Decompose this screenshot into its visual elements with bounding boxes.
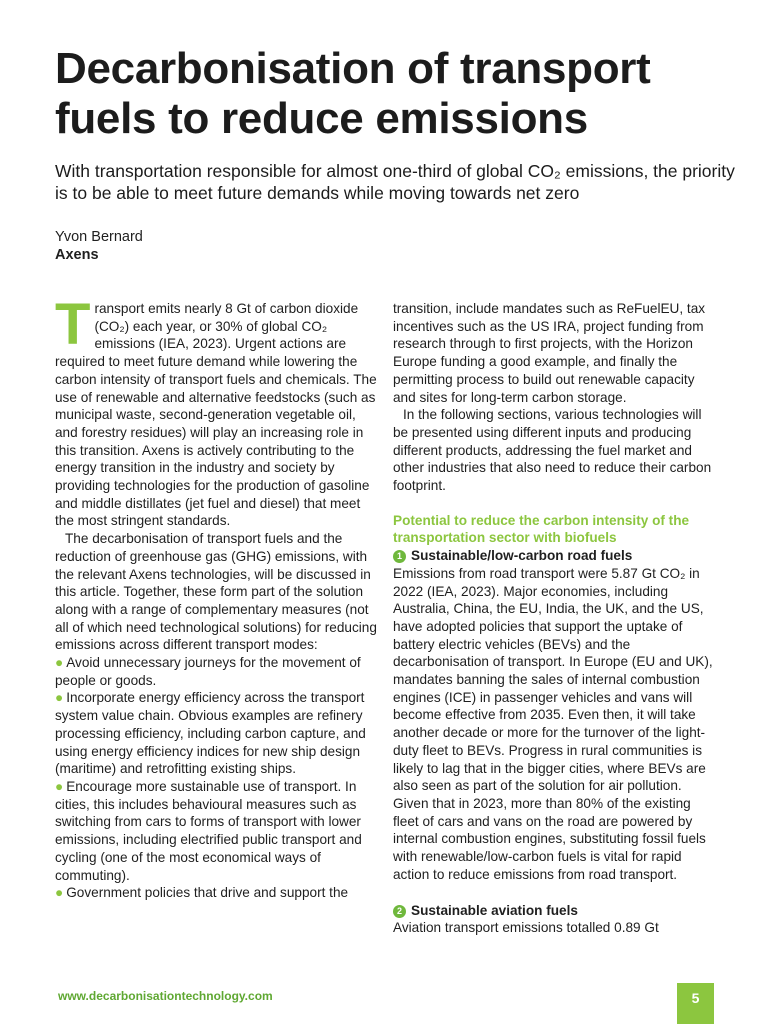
paragraph-2: The decarbonisation of transport fuels and the reduction of greenhouse gas (GHG) emissions, with the relevant Axens technologies, will be discussed in this article. Together, these form part of the solution along with a range of complementary measures (not all of which need technological solutions) for reducing emissions across different transport modes: [55, 531, 377, 653]
author-organization: Axens [55, 247, 99, 263]
subsection-heading-road-fuels: 1 Sustainable/low-carbon road fuels [393, 547, 715, 565]
bullet-icon: ● [55, 655, 64, 671]
intro-text: ransport emits nearly 8 Gt of carbon dioxide (CO₂) each year, or 30% of global CO₂ emissions (IEA, 2023). Urgent actions are required to meet future demand while lowering the carbon intensity of transport fuels and chemicals. The use of renewable and alternative feedstocks (such as municipal waste, second-generation vegetable oil, and forestry residues) will play an increasing role in this transition. Axens is actively contributing to the energy transition in the industry and society by providing technologies for the production of gasoline and middle distillates (jet fuel and diesel) that meet the most stringent standards. [55, 301, 377, 529]
right-column [393, 300, 715, 937]
number-1-icon: 1 [393, 550, 406, 563]
aviation-text: Aviation transport emissions totalled 0.89 Gt [393, 920, 659, 936]
article-subtitle: With transportation responsible for almost one-third of global CO₂ emissions, the priority is to be able to meet future demands while moving towards net zero [55, 161, 735, 203]
bullet-item: ● Incorporate energy efficiency across the transport system value chain. Obvious examples are refinery processing efficiency, including carbon capture, and using energy efficiency indices for new ship design (maritime) and retrofitting existing ships. [55, 690, 366, 777]
section-heading: Potential to reduce the carbon intensity of the transportation sector with biofuels [393, 512, 690, 546]
intro-paragraph [55, 292, 377, 530]
bullet-icon: ● [55, 690, 64, 706]
bullet-icon: ● [55, 778, 64, 794]
spacer [393, 884, 715, 902]
road-fuels-text: Emissions from road transport were 5.87 Gt CO₂ in 2022 (IEA, 2023). Major economies, including Australia, China, the EU, India, the UK, and the US, have adopted policies that support the uptake of battery electric vehicles (BEVs) and the decarbonisation of transport. In Europe (EU and UK), mandates banning the sales of internal combustion engines (ICE) in passenger vehicles and vans will become effective from 2035. Even then, it will take another decade or more for the turnover of the light-duty fleet to BEVs. Progress in rural communities is likely to lag that in the bigger cities, where BEVs are also seen as part of the solution for air pollution. Given that in 2023, more than 80% of the existing fleet of cars and vans on the road are powered by internal combustion engines, substituting fossil fuels with renewable/low-carbon fuels is vital for rapid action to reduce emissions from road transport. [393, 565, 713, 882]
footer-website-link[interactable]: www.decarbonisationtechnology.com [58, 989, 273, 1003]
bullet-icon: ● [55, 885, 64, 901]
author-name: Yvon Bernard [55, 229, 143, 245]
page-number-badge: 5 [677, 983, 714, 1024]
article-title: Decarbonisation of transport fuels to reduce emissions [55, 44, 651, 143]
bullet-item: ● Avoid unnecessary journeys for the movement of people or goods. [55, 655, 361, 688]
number-2-icon: 2 [393, 905, 406, 918]
left-column [55, 292, 377, 902]
bullet-item: ● Government policies that drive and support the [55, 885, 349, 901]
continued-paragraph: transition, include mandates such as ReFuelEU, tax incentives such as the US IRA, project funding from research through to first projects, with the Horizon Europe funding a good example, and finally the permitting process to build out renewable capacity and sites for long-term carbon storage. [393, 301, 706, 405]
bullet-item: ● Encourage more sustainable use of transport. In cities, this includes behavioural measures such as switching from cars to forms of transport with lower emissions, including electrified public transport and cycling (one of the most economical ways of commuting). [55, 778, 362, 883]
paragraph-sections-intro: In the following sections, various technologies will be presented using different inputs and producing different products, addressing the fuel market and other industries that also need to reduce their carbon footprint. [393, 407, 712, 494]
drop-cap: T [55, 292, 91, 357]
subsection-heading-aviation: 2 Sustainable aviation fuels [393, 902, 715, 920]
